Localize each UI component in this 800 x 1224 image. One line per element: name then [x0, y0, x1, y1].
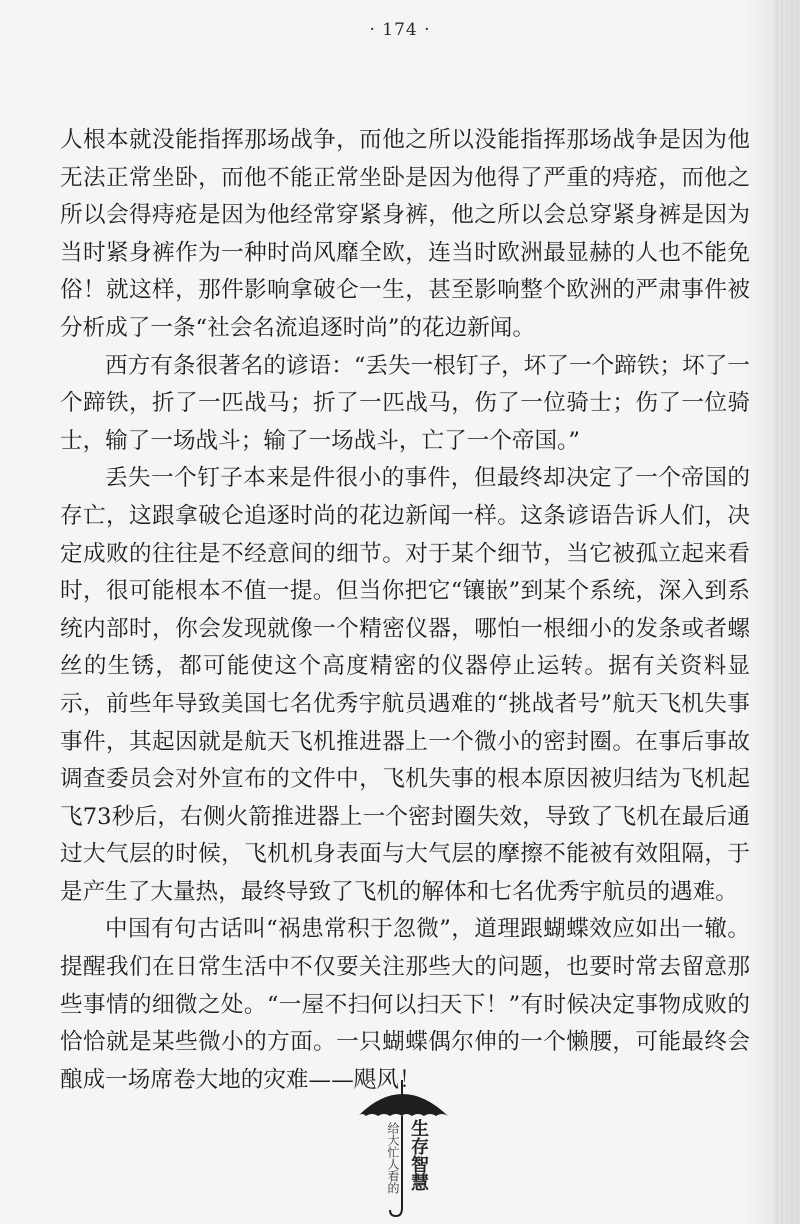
- emblem-subtitle: 给大忙人看的: [386, 1122, 400, 1194]
- page-number: · 174 ·: [369, 20, 431, 40]
- emblem-title: 生存智慧: [408, 1119, 429, 1191]
- page-edge-shadow: [774, 0, 800, 1224]
- umbrella-icon: [356, 1080, 452, 1220]
- paragraph-2: 西方有条很著名的谚语：“丢失一根钉子，坏了一个蹄铁；坏了一个蹄铁，折了一匹战马；折了一匹战马，伤了一位骑士；伤了一位骑士，输了一场战斗；输了一场战斗，亡了一个帝国。”: [60, 352, 750, 454]
- paragraph-4: 中国有句古话叫“祸患常积于忽微”，道理跟蝴蝶效应如出一辙。提醒我们在日常生活中不仅要关注那些大的问题，也要时常去留意那些事情的细微之处。“一屋不扫何以扫天下！”有时候决定事物成败的恰恰就是某些微小的方面。一只蝴蝶偶尔伸的一个懒腰，可能最终会酿成一场席卷大地的灾难——飓风！: [60, 916, 750, 1093]
- body-text: [60, 122, 750, 1099]
- paragraph-3: 丢失一个钉子本来是件很小的事件，但最终却决定了一个帝国的存亡，这跟拿破仑追逐时尚的花边新闻一样。这条谚语告诉人们，决定成败的往往是不经意间的细节。对于某个细节，当它被孤立起来看时，很可能根本不值一提。但当你把它“镶嵌”到某个系统，深入到系统内部时，你会发现就像一个精密仪器，哪怕一根细小的发条或者螺丝的生锈，都可能使这个高度精密的仪器停止运转。据有关资料显示，前些年导致美国七名优秀宇航员遇难的“挑战者号”航天飞机失事事件，其起因就是航天飞机推进器上一个微小的密封圈。在事后事故调查委员会对外宣布的文件中，飞机失事的根本原因被归结为飞机起飞73秒后，右侧火箭推进器上一个密封圈失效，导致了飞机在最后通过大气层的时候，飞机机身表面与大气层的摩擦不能被有效阻隔，于是产生了大量热，最终导致了飞机的解体和七名优秀宇航员的遇难。: [60, 465, 750, 905]
- paragraph-1: 人根本就没能指挥那场战争，而他之所以没能指挥那场战争是因为他无法正常坐卧，而他不能正常坐卧是因为他得了严重的痔疮，而他之所以会得痔疮是因为他经常穿紧身裤，他之所以会总穿紧身裤是因为当时紧身裤作为一种时尚风靡全欧，连当时欧洲最显赫的人也不能免俗！就这样，那件影响拿破仑一生，甚至影响整个欧洲的严肃事件被分析成了一条“社会名流追逐时尚”的花边新闻。: [60, 127, 750, 341]
- book-series-emblem: [356, 1080, 452, 1220]
